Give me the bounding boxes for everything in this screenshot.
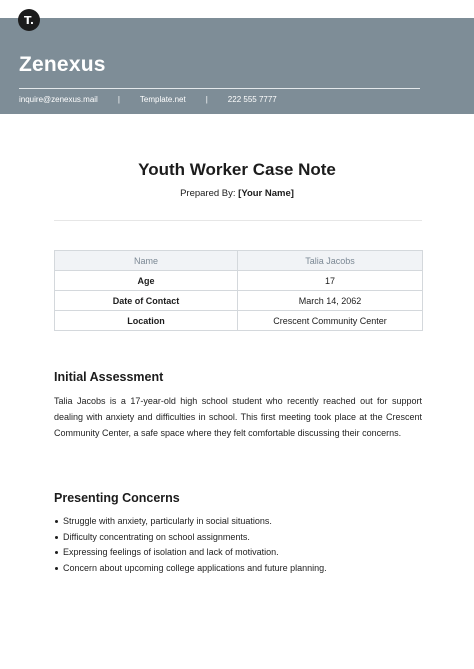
document-title: Youth Worker Case Note [138,160,336,179]
contact-website[interactable]: Template.net [139,95,186,104]
initial-assessment-text: Talia Jacobs is a 17-year-old high school student who recently reached out for support dealing with anxiety and difficulties in school. This first meeting took place at the Crescent Community Center, a safe space where they felt comfortable discussing their concerns. [54,396,422,438]
company-name: Zenexus [19,53,106,76]
client-info-table [54,250,423,331]
contact-phone: 222 555 7777 [227,95,277,104]
title-divider [54,220,422,221]
prepared-by-label: Prepared By: [180,188,236,199]
list-item: Concern about upcoming college applications and future planning. [54,561,327,577]
template-logo-icon: T. [18,9,40,31]
table-label-cell: Date of Contact [55,291,238,311]
header-divider [19,88,420,89]
table-row [55,271,423,291]
list-item: Expressing feelings of isolation and lack of motivation. [54,545,327,561]
prepared-by-line [0,188,474,199]
presenting-concerns-list [54,514,327,576]
contact-separator: | [117,95,120,104]
contact-separator: | [205,95,208,104]
presenting-concerns-heading: Presenting Concerns [54,491,180,505]
table-value-cell: March 14, 2062 [238,291,423,311]
table-value-cell: Crescent Community Center [238,311,423,331]
list-item: Struggle with anxiety, particularly in social situations. [54,514,327,530]
list-item: Difficulty concentrating on school assignments. [54,530,327,546]
table-row [55,291,423,311]
table-value-cell: 17 [238,271,423,291]
table-row [55,311,423,331]
initial-assessment-heading: Initial Assessment [54,370,164,384]
table-row [55,251,423,271]
contact-email[interactable]: inquire@zenexus.mail [19,95,98,104]
prepared-by-value: [Your Name] [238,188,294,199]
table-value-cell: Talia Jacobs [238,251,423,271]
contact-bar [19,95,277,104]
table-label-cell: Name [55,251,238,271]
table-label-cell: Location [55,311,238,331]
table-label-cell: Age [55,271,238,291]
